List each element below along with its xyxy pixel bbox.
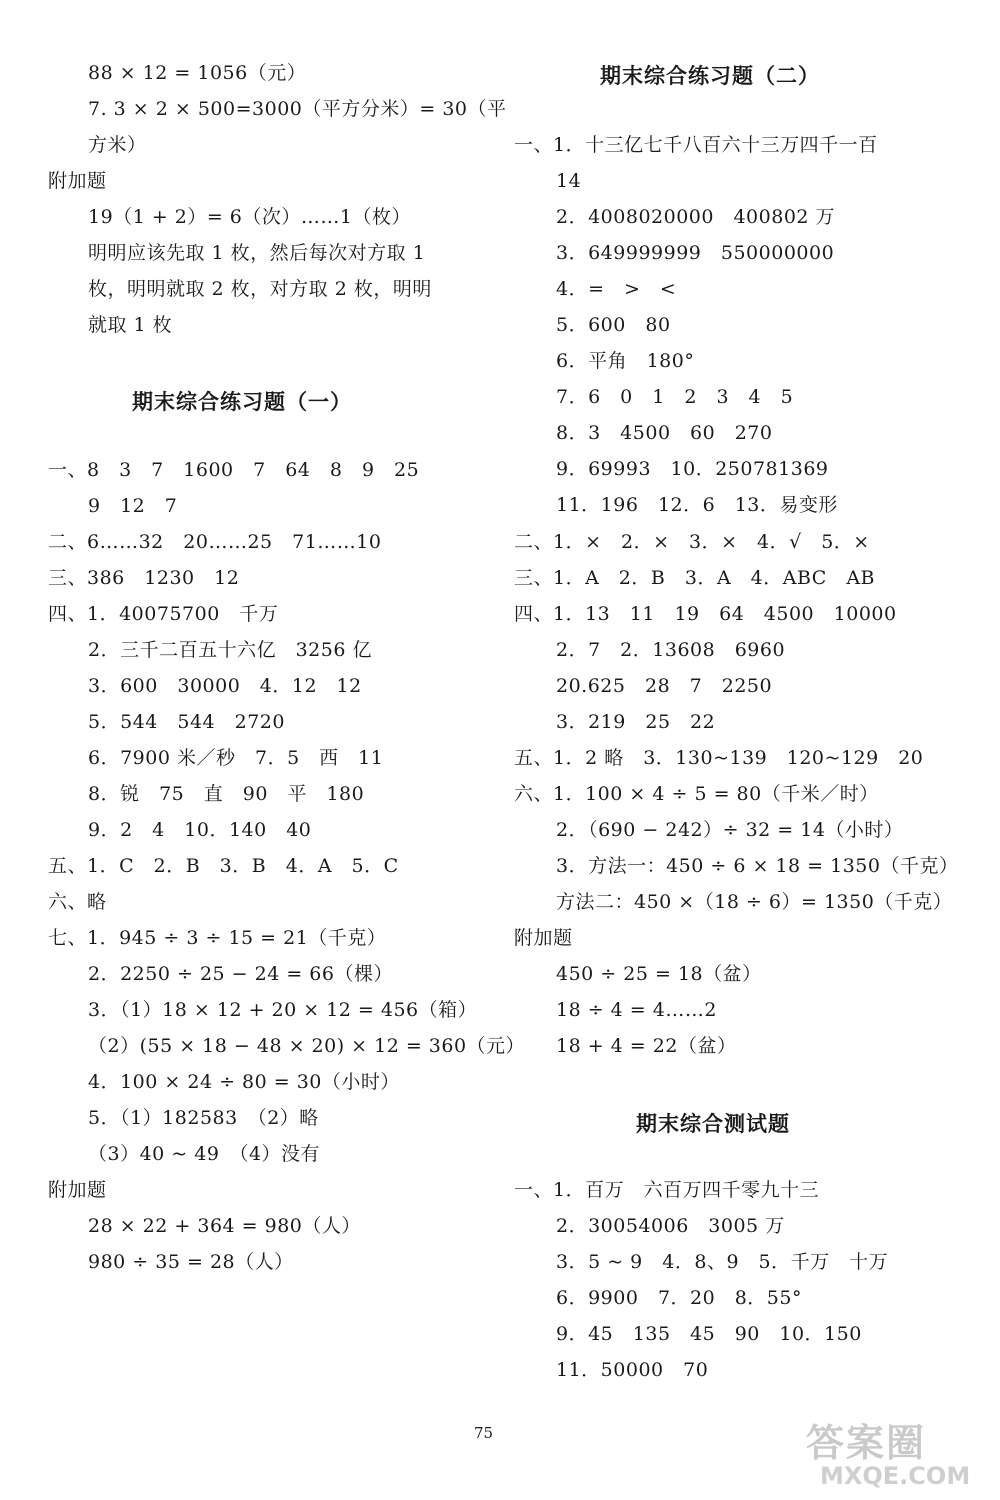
- answer-line: 方米）: [88, 134, 147, 156]
- answer-line: 7．6 0 1 2 3 4 5: [556, 386, 794, 408]
- answer-line: 2．（690 − 242）÷ 32 = 14（小时）: [556, 819, 904, 841]
- answer-line: 四、1．13 11 19 64 4500 10000: [514, 603, 897, 625]
- answer-line: 9 12 7: [88, 495, 178, 517]
- answer-line: 5．600 80: [556, 314, 671, 336]
- answer-line: 11．50000 70: [556, 1359, 709, 1381]
- answer-line: 3．5 ~ 9 4．8、9 5．千万 十万: [556, 1251, 889, 1273]
- answer-line: 七、1．945 ÷ 3 ÷ 15 = 21（千克）: [48, 927, 387, 949]
- answer-line: 8．锐 75 直 90 平 180: [88, 783, 365, 805]
- page-number: 75: [474, 1424, 494, 1442]
- bonus-heading: 附加题: [48, 1179, 107, 1201]
- answer-line: 二、6……32 20……25 71……10: [48, 531, 382, 553]
- answer-line: 一、1．十三亿七千八百六十三万四千一百: [514, 134, 878, 156]
- answer-line: 6．7900 米／秒 7．5 西 11: [88, 747, 384, 769]
- answer-line: 450 ÷ 25 = 18（盆）: [556, 963, 762, 985]
- answer-line: 9．45 135 45 90 10．150: [556, 1323, 862, 1345]
- answer-line: 二、1．× 2．× 3．× 4．√ 5．×: [514, 531, 870, 553]
- answer-line: 9．2 4 10．140 40: [88, 819, 312, 841]
- answer-line: 18 + 4 = 22（盆）: [556, 1035, 737, 1057]
- answer-line: 11．196 12．6 13．易变形: [556, 494, 838, 516]
- answer-line: 2．4008020000 400802 万: [556, 206, 836, 228]
- answer-line: 6．平角 180°: [556, 350, 695, 372]
- answer-line: 19（1 + 2）= 6（次）……1（枚）: [88, 206, 411, 228]
- answer-line: 四、1．40075700 千万: [48, 603, 279, 625]
- answer-line: （3）40 ~ 49 （4）没有: [88, 1143, 321, 1165]
- answer-line: 2．7 2．13608 6960: [556, 639, 786, 661]
- bonus-heading: 附加题: [48, 170, 107, 192]
- answer-line: （2）(55 × 18 − 48 × 20) × 12 = 360（元）: [88, 1035, 526, 1057]
- answer-line: 14: [556, 170, 582, 192]
- answer-line: 4．100 × 24 ÷ 80 = 30（小时）: [88, 1071, 400, 1093]
- answer-line: 3．方法一：450 ÷ 6 × 18 = 1350（千克）: [556, 855, 959, 877]
- answer-line: 2．三千二百五十六亿 3256 亿: [88, 639, 372, 661]
- answer-line: 9．69993 10．250781369: [556, 458, 829, 480]
- section-title: 期末综合练习题（二）: [600, 64, 820, 88]
- answer-line: 20.625 28 7 2250: [556, 675, 773, 697]
- answer-line: 3．219 25 22: [556, 711, 716, 733]
- answer-line: 4．= > <: [556, 278, 677, 300]
- section-title: 期末综合测试题: [636, 1112, 790, 1136]
- answer-line: 2．2250 ÷ 25 − 24 = 66（棵）: [88, 963, 393, 985]
- watermark-site: MXQE.COM: [820, 1462, 971, 1490]
- answer-line: 就取 1 枚: [88, 314, 173, 336]
- section-title: 期末综合练习题（一）: [132, 390, 352, 414]
- answer-line: 3．600 30000 4．12 12: [88, 675, 362, 697]
- answer-line: 3．649999999 550000000: [556, 242, 835, 264]
- answer-line: 三、386 1230 12: [48, 567, 240, 589]
- answer-line: 六、略: [48, 891, 107, 913]
- answer-line: 6．9900 7．20 8．55°: [556, 1287, 802, 1309]
- answer-line: 五、1．2 略 3．130~139 120~129 20: [514, 747, 924, 769]
- bonus-heading: 附加题: [514, 927, 573, 949]
- answer-line: 一、8 3 7 1600 7 64 8 9 25: [48, 459, 420, 481]
- answer-line: 明明应该先取 1 枚，然后每次对方取 1: [88, 242, 426, 264]
- answer-line: 8．3 4500 60 270: [556, 422, 773, 444]
- answer-line: 28 × 22 + 364 = 980（人）: [88, 1215, 361, 1237]
- answer-line: 5．（1）182583 （2）略: [88, 1107, 319, 1129]
- answer-line: 7. 3 × 2 × 500=3000（平方分米）= 30（平: [88, 98, 507, 120]
- answer-line: 2．30054006 3005 万: [556, 1215, 785, 1237]
- answer-line: 18 ÷ 4 = 4……2: [556, 999, 717, 1021]
- answer-line: 980 ÷ 35 = 28（人）: [88, 1251, 294, 1273]
- answer-line: 方法二：450 ×（18 ÷ 6）= 1350（千克）: [556, 891, 953, 913]
- watermark-text: 答案圈: [806, 1421, 927, 1465]
- answer-line: 六、1．100 × 4 ÷ 5 = 80（千米／时）: [514, 783, 879, 805]
- answer-line: 三、1．A 2．B 3．A 4．ABC AB: [514, 567, 876, 589]
- answer-line: 五、1．C 2．B 3．B 4．A 5．C: [48, 855, 399, 877]
- answer-line: 一、1．百万 六百万四千零九十三: [514, 1179, 820, 1201]
- answer-line: 枚，明明就取 2 枚，对方取 2 枚，明明: [88, 278, 432, 300]
- answer-line: 5．544 544 2720: [88, 711, 285, 733]
- answer-line: 3．（1）18 × 12 + 20 × 12 = 456（箱）: [88, 999, 478, 1021]
- answer-line: 88 × 12 = 1056（元）: [88, 62, 307, 84]
- watermark: [800, 1412, 995, 1496]
